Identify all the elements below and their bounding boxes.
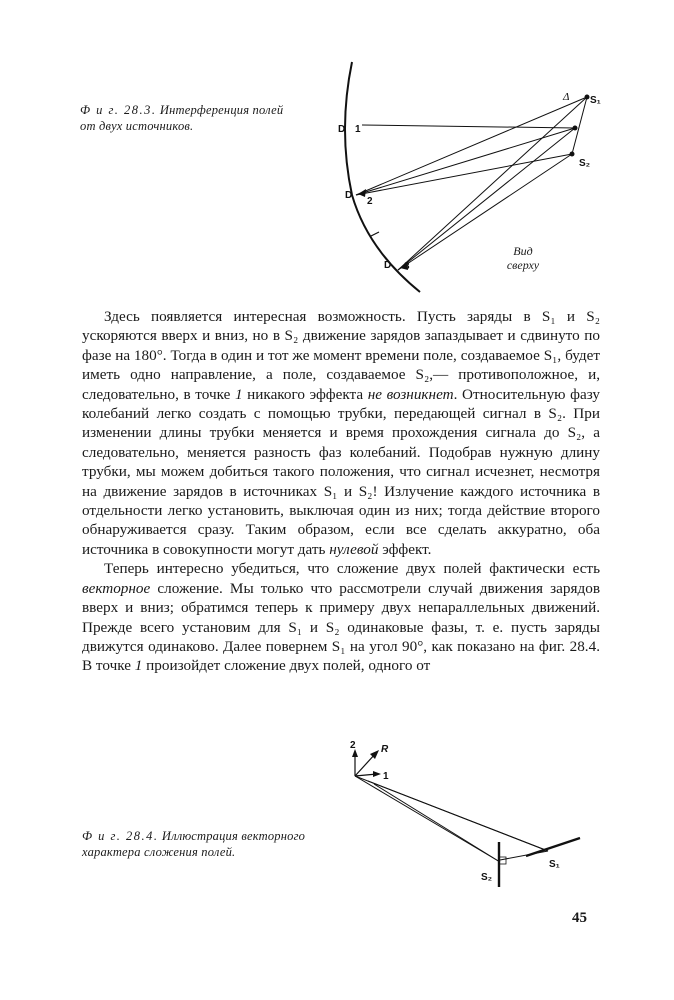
label-axis-1: 1 — [383, 771, 389, 782]
detector-arc — [345, 62, 420, 292]
label-d3: D — [384, 260, 392, 271]
label-axis-2: 2 — [350, 740, 356, 751]
paragraph-1-emphasis: не возникнет — [367, 385, 454, 403]
label-n2: 2 — [367, 196, 373, 207]
axis-1-arrowhead — [373, 771, 381, 777]
paragraph-2-point-ref: 1 — [134, 657, 143, 675]
paragraph-2-part: Теперь интересно убедиться, что сложение двух полей фактически есть — [104, 560, 600, 578]
paragraph-2-part: произойдет сложение двух полей, одного от — [142, 657, 431, 675]
label-d2: D — [345, 190, 353, 201]
paragraph-2-part: сложение. Мы только что рассмотрели случай движения зарядов вверх и вниз; обратимся теперь к примеру двух непараллельных движений. Прежде всего установим для S₁ и S₂ одинаковые фазы, т. е. пусть заряды движутся одинаково. Далее повернем S₁ на угол 90°, как показано на фиг. 28.4. В точке — [82, 579, 600, 675]
dipole-s1 — [526, 838, 580, 856]
figure-28-4-caption-text: Иллюстрация векторного характера сложения полей. — [82, 829, 306, 859]
ray-2c — [356, 154, 572, 195]
label-n3: 3 — [404, 261, 410, 272]
label-s1: S₁ — [590, 95, 601, 106]
label-view-wrap — [498, 244, 548, 278]
paragraph-1-part: Здесь появляется интересная возможность. Пусть заряды в S₁ и S₂ ускоряются вверх и вниз, но в S₂ движение зарядов запаздывает и сдвинуто по фазе на 180°. Тогда в один и тот же момент времени поле, создаваемое S₁, будет иметь одно направление, а поле, создаваемое S₂,— противоположное, и, следовательно, в точке — [82, 308, 600, 403]
ray-s1-b — [368, 781, 548, 851]
paragraph-1-part: эффект. — [378, 540, 432, 558]
figure-28-4-caption — [82, 828, 352, 860]
arc-tick — [371, 232, 379, 236]
paragraph-2-emphasis: векторное — [82, 579, 151, 597]
ray-1 — [362, 125, 575, 128]
arrow-2 — [358, 189, 366, 197]
figure-28-4-label: Ф и г. 28.4. — [82, 829, 159, 843]
label-s2: S₂ — [579, 158, 591, 169]
ray-3b — [398, 128, 575, 270]
label-n1: 1 — [355, 124, 361, 135]
label-s1: S₁ — [549, 859, 560, 870]
join-s1-s2 — [500, 851, 548, 860]
label-delta: Δ — [563, 91, 570, 103]
label-view: Вид сверху — [506, 244, 540, 272]
source-rod — [572, 97, 587, 154]
paragraph-1-emphasis: нулевой — [329, 540, 379, 558]
figure-28-4 — [350, 740, 580, 887]
ray-3a — [398, 97, 587, 270]
label-r: R — [381, 744, 389, 755]
figure-28-3-label: Ф и г. 28.3. — [80, 103, 157, 117]
figure-28-3-caption-text: Интерференция полей от двух источников. — [80, 103, 284, 133]
label-d1: D — [338, 124, 346, 135]
paragraph-1-part: никакого эффекта — [242, 385, 368, 403]
ray-s2-b — [374, 784, 500, 862]
paragraph-1 — [82, 307, 600, 559]
label-s2: S₂ — [481, 872, 493, 883]
body-text — [82, 307, 600, 676]
paragraph-2 — [82, 559, 600, 675]
paragraph-1-part: . Относительную фазу колебаний легко создать с помощью трубки, передающей сигнал в S₂. При изменении длины трубки меняется и время прохождения сигнала до S₂, а следовательно, меняется разность фаз колебаний. Подобрав нужную длину трубки, мы можем добиться такого положения, что сигнал исчезнет, несмотря на движение зарядов в источниках S₁ и S₂! Излучение каждого источника в отдельности легко установить, выключая один из них; тогда действие второго обнаруживается сразу. Таким образом, если все сделать аккуратно, оба источника в совокупности могут дать — [82, 385, 601, 558]
page-number: 45 — [572, 910, 587, 926]
paragraph-1-point-ref: 1 — [234, 385, 243, 403]
